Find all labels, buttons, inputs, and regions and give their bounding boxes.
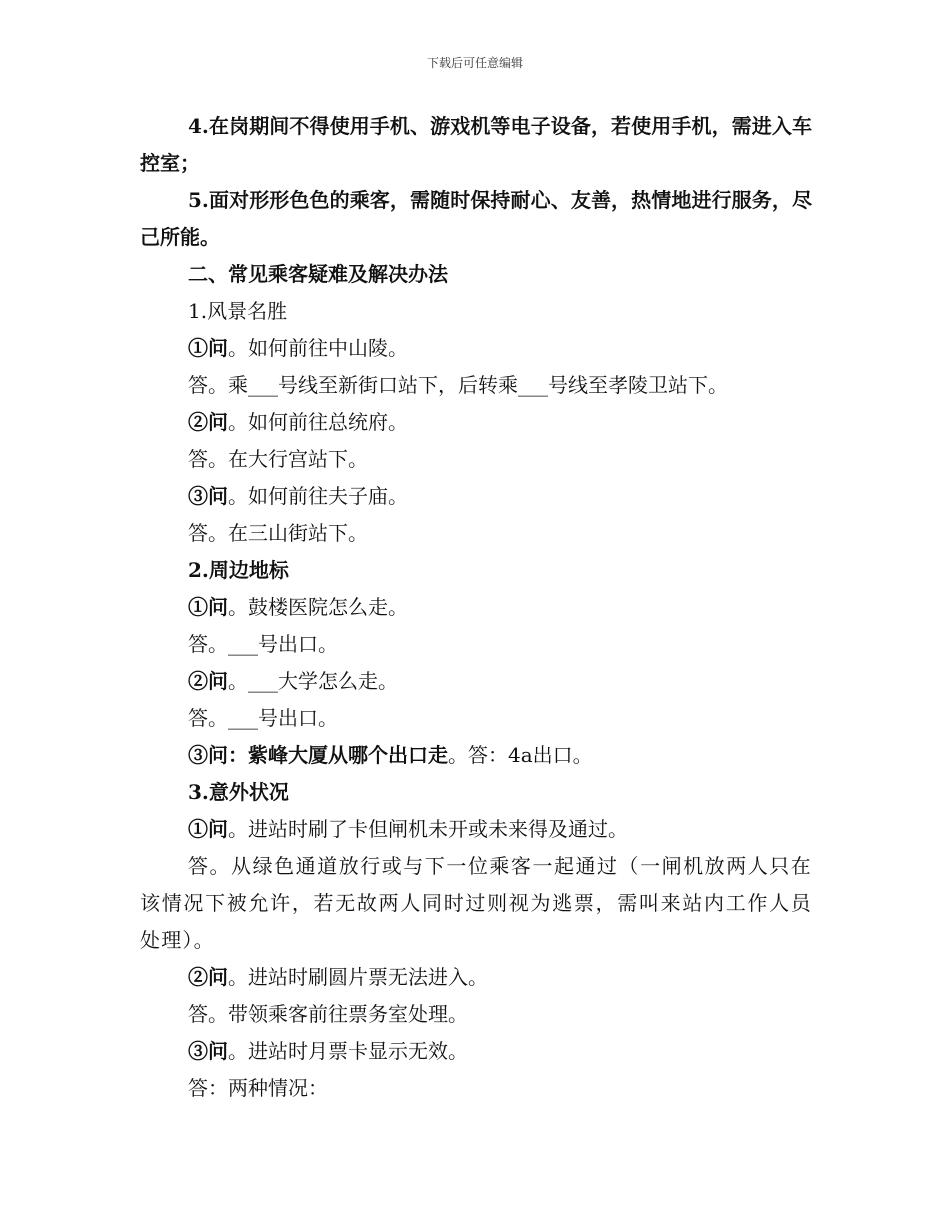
question-line bbox=[140, 589, 812, 626]
text-line: 答。在大行宫站下。 bbox=[188, 447, 368, 471]
question-line bbox=[140, 959, 812, 996]
question-text: 。鼓楼医院怎么走。 bbox=[228, 595, 408, 619]
question-label: ③问：紫峰大厦从哪个出口走 bbox=[188, 743, 448, 767]
text-line: 答。___号出口。 bbox=[188, 632, 338, 656]
question-line bbox=[140, 663, 812, 700]
question-label: ①问 bbox=[188, 595, 228, 619]
page-header: 下载后可任意编辑 bbox=[426, 56, 523, 70]
text-line: 答。从绿色通道放行或与下一位乘客一起通过（一闸机放两人只在该情况下被允许，若无故两人同时过则视为逃票，需叫来站内工作人员处理）。 bbox=[140, 854, 812, 952]
heading-line: 2.周边地标 bbox=[188, 558, 289, 582]
question-text: 。进站时刷了卡但闸机未开或未来得及通过。 bbox=[228, 817, 628, 841]
question-text: 。___大学怎么走。 bbox=[228, 669, 398, 693]
question-line bbox=[140, 811, 812, 848]
question-text: 。如何前往中山陵。 bbox=[228, 336, 408, 360]
question-label: ①问 bbox=[188, 336, 228, 360]
question-line bbox=[140, 404, 812, 441]
text-line: 答：两种情况： bbox=[188, 1076, 328, 1100]
question-label: ②问 bbox=[188, 965, 228, 989]
question-text: 。如何前往夫子庙。 bbox=[228, 484, 408, 508]
text-line: 答。___号出口。 bbox=[188, 706, 338, 730]
question-text: 。进站时月票卡显示无效。 bbox=[228, 1039, 468, 1063]
heading-line: 3.意外状况 bbox=[188, 780, 289, 804]
question-line bbox=[140, 330, 812, 367]
question-label: ②问 bbox=[188, 410, 228, 434]
question-label: ②问 bbox=[188, 669, 228, 693]
question-label: ③问 bbox=[188, 1039, 228, 1063]
heading-line: 5.面对形形色色的乘客，需随时保持耐心、友善，热情地进行服务，尽己所能。 bbox=[140, 188, 812, 249]
question-text: 。答：4a出口。 bbox=[448, 743, 593, 767]
text-line: 答。带领乘客前往票务室处理。 bbox=[188, 1002, 468, 1026]
heading-line: 二、常见乘客疑难及解决办法 bbox=[188, 262, 448, 286]
question-label: ③问 bbox=[188, 484, 228, 508]
question-line bbox=[140, 478, 812, 515]
text-line: 答。在三山街站下。 bbox=[188, 521, 368, 545]
heading-line: 4.在岗期间不得使用手机、游戏机等电子设备，若使用手机，需进入车控室； bbox=[140, 114, 812, 175]
question-text: 。进站时刷圆片票无法进入。 bbox=[228, 965, 488, 989]
text-line: 1.风景名胜 bbox=[188, 299, 288, 323]
question-text: 。如何前往总统府。 bbox=[228, 410, 408, 434]
question-line bbox=[140, 737, 812, 774]
text-line: 答。乘___号线至新街口站下，后转乘___号线至孝陵卫站下。 bbox=[188, 373, 728, 397]
question-line bbox=[140, 1033, 812, 1070]
document-body bbox=[140, 108, 812, 1107]
question-label: ①问 bbox=[188, 817, 228, 841]
